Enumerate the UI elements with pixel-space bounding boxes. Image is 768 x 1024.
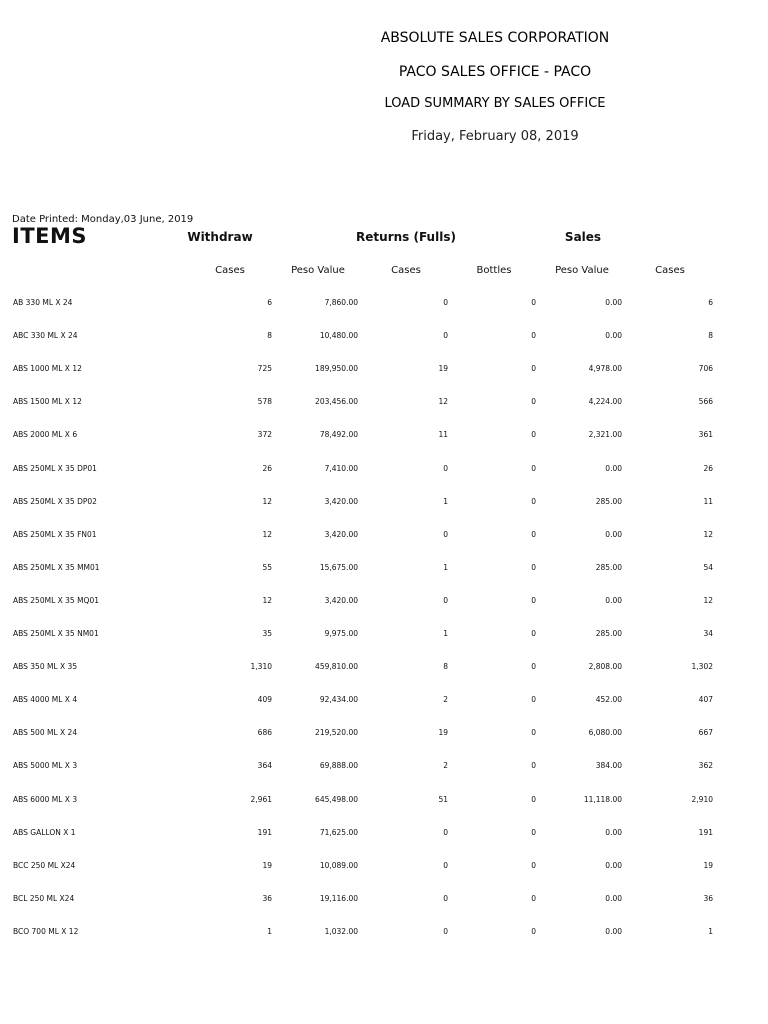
sales-peso-value: 0.00: [605, 860, 622, 870]
withdraw-cases: 8: [267, 331, 272, 341]
withdraw-cases: 2,961: [250, 794, 272, 804]
table-row: [0, 761, 768, 775]
sales-peso-value: 11,118.00: [583, 794, 622, 804]
item-name: ABS 1000 ML X 12: [13, 364, 82, 374]
sales-cases: 2,910: [691, 794, 713, 804]
sales-peso-value: 384.00: [595, 761, 622, 771]
sales-peso-value: 0.00: [605, 595, 622, 605]
withdraw-group-header: Withdraw: [187, 230, 253, 244]
item-name: BCO 700 ML X 12: [13, 926, 79, 936]
returns-cases: 2: [443, 695, 448, 705]
table-row: [0, 695, 768, 709]
table-row: [0, 629, 768, 643]
withdraw-peso-value: 15,675.00: [319, 562, 358, 572]
withdraw-peso-value: 69,888.00: [319, 761, 358, 771]
report-date: Friday, February 08, 2019: [411, 129, 579, 144]
withdraw-cases: 36: [262, 893, 272, 903]
sales-cases: 361: [698, 430, 713, 440]
returns-cases: 2: [443, 761, 448, 771]
withdraw-peso-value: 459,810.00: [315, 662, 358, 672]
sales-peso-value: 0.00: [605, 331, 622, 341]
sales-peso-value: 0.00: [605, 463, 622, 473]
sales-office-name: PACO SALES OFFICE - PACO: [398, 64, 592, 80]
withdraw-peso-value: 3,420.00: [324, 595, 358, 605]
returns-cases: 19: [438, 728, 448, 738]
withdraw-cases: 19: [262, 860, 272, 870]
returns-bottles: 0: [531, 629, 536, 638]
table-row: [0, 728, 768, 742]
returns-bottles: 0: [531, 430, 536, 440]
sales-peso-value: 4,978.00: [588, 364, 622, 374]
returns-cases: 0: [443, 331, 448, 341]
sales-cases: 36: [703, 893, 713, 903]
item-name: BCL 250 ML X24: [13, 893, 75, 903]
withdraw-cases: 409: [257, 695, 272, 705]
sales-cases: 11: [703, 496, 713, 506]
sales-cases: 12: [703, 595, 713, 605]
returns-bottles: 0: [531, 595, 536, 605]
sales-peso-value: 0.00: [605, 926, 622, 936]
returns-bottles: 0: [531, 562, 536, 572]
table-row: [0, 298, 768, 312]
returns-bottles: 0: [531, 761, 536, 771]
returns-bottles: 0: [531, 298, 536, 307]
sales-cases: 191: [698, 827, 713, 837]
returns-cases: 0: [443, 529, 448, 539]
sales-cases: 566: [698, 397, 713, 407]
date-printed: Date Printed: Monday,03 June, 2019: [12, 214, 194, 225]
item-name: BCC 250 ML X24: [13, 860, 76, 870]
withdraw-cases: 686: [257, 728, 272, 738]
item-name: ABS 250ML X 35 NM01: [13, 629, 99, 638]
item-name: ABS 250ML X 35 DP02: [13, 496, 97, 506]
table-row: [0, 927, 768, 941]
withdraw-cases: 191: [257, 827, 272, 837]
withdraw-peso-value: 71,625.00: [319, 827, 358, 837]
sales-peso-value: 0.00: [605, 893, 622, 903]
withdraw-peso-value: 1,032.00: [324, 926, 358, 936]
withdraw-cases: 364: [257, 761, 272, 771]
returns-bottles: 0: [531, 331, 536, 341]
withdraw-cases: 578: [257, 397, 272, 407]
returns-group-header: Returns (Fulls): [356, 230, 456, 244]
returns-bottles: 0: [531, 860, 536, 870]
returns-bottles: 0: [531, 926, 536, 936]
returns-cases: 0: [443, 926, 448, 936]
table-row: [0, 828, 768, 842]
sales-cases-column-header: Cases: [655, 265, 685, 276]
withdraw-peso-value: 9,975.00: [324, 629, 358, 638]
withdraw-peso-value: 10,089.00: [319, 860, 358, 870]
returns-cases: 8: [443, 662, 448, 672]
withdraw-peso-value: 7,410.00: [324, 463, 358, 473]
sales-peso-column-header: Peso Value: [555, 265, 609, 276]
table-row: [0, 464, 768, 478]
sales-peso-value: 285.00: [595, 562, 622, 572]
withdraw-peso-value: 3,420.00: [324, 529, 358, 539]
sales-peso-value: 0.00: [605, 827, 622, 837]
returns-cases: 1: [443, 496, 448, 506]
item-name: ABS 5000 ML X 3: [13, 761, 78, 771]
item-name: ABS 6000 ML X 3: [13, 794, 78, 804]
table-row: [0, 364, 768, 378]
table-row: [0, 331, 768, 345]
sales-peso-value: 0.00: [605, 298, 622, 307]
item-name: ABS 350 ML X 35: [13, 662, 78, 672]
item-name: ABS 250ML X 35 FN01: [13, 529, 97, 539]
withdraw-peso-value: 219,520.00: [315, 728, 358, 738]
returns-cases: 51: [438, 794, 448, 804]
returns-cases: 1: [443, 562, 448, 572]
withdraw-cases: 725: [257, 364, 272, 374]
sales-cases: 1: [708, 926, 713, 936]
sales-cases: 6: [708, 298, 713, 307]
table-row: [0, 795, 768, 809]
sales-cases: 706: [698, 364, 713, 374]
withdraw-peso-value: 7,860.00: [324, 298, 358, 307]
returns-cases: 11: [438, 430, 448, 440]
returns-bottles: 0: [531, 529, 536, 539]
item-name: ABS 500 ML X 24: [13, 728, 78, 738]
returns-bottles: 0: [531, 827, 536, 837]
sales-cases: 8: [708, 331, 713, 341]
returns-cases: 19: [438, 364, 448, 374]
returns-bottles: 0: [531, 695, 536, 705]
withdraw-peso-value: 78,492.00: [319, 430, 358, 440]
item-name: ABS 250ML X 35 DP01: [13, 463, 97, 473]
returns-cases: 0: [443, 860, 448, 870]
sales-peso-value: 285.00: [595, 496, 622, 506]
company-name: ABSOLUTE SALES CORPORATION: [380, 30, 610, 46]
report-title: LOAD SUMMARY BY SALES OFFICE: [384, 96, 606, 111]
returns-cases: 0: [443, 298, 448, 307]
item-name: ABS 2000 ML X 6: [13, 430, 78, 440]
withdraw-cases: 6: [267, 298, 272, 307]
returns-cases: 12: [438, 397, 448, 407]
returns-bottles-column-header: Bottles: [476, 265, 512, 276]
withdraw-cases: 55: [262, 562, 272, 572]
table-row: [0, 530, 768, 544]
returns-bottles: 0: [531, 893, 536, 903]
sales-peso-value: 2,808.00: [588, 662, 622, 672]
withdraw-peso-value: 19,116.00: [319, 893, 358, 903]
withdraw-peso-column-header: Peso Value: [291, 265, 345, 276]
item-name: ABS GALLON X 1: [13, 827, 76, 837]
table-row: [0, 497, 768, 511]
table-row: [0, 861, 768, 875]
sales-cases: 407: [698, 695, 713, 705]
returns-cases: 0: [443, 595, 448, 605]
withdraw-cases: 12: [262, 496, 272, 506]
withdraw-peso-value: 645,498.00: [315, 794, 358, 804]
item-name: ABS 250ML X 35 MQ01: [13, 595, 100, 605]
table-row: [0, 596, 768, 610]
returns-cases: 0: [443, 463, 448, 473]
sales-peso-value: 452.00: [595, 695, 622, 705]
withdraw-cases: 1: [267, 926, 272, 936]
sales-cases: 26: [703, 463, 713, 473]
withdraw-peso-value: 3,420.00: [324, 496, 358, 506]
withdraw-cases: 372: [257, 430, 272, 440]
withdraw-cases: 35: [262, 629, 272, 638]
item-name: ABS 4000 ML X 4: [13, 695, 78, 705]
table-row: [0, 563, 768, 577]
sales-cases: 1,302: [691, 662, 713, 672]
sales-peso-value: 0.00: [605, 529, 622, 539]
withdraw-cases-column-header: Cases: [215, 265, 245, 276]
sales-group-header: Sales: [564, 230, 602, 244]
returns-bottles: 0: [531, 463, 536, 473]
withdraw-peso-value: 189,950.00: [315, 364, 358, 374]
withdraw-peso-value: 10,480.00: [319, 331, 358, 341]
item-name: ABS 250ML X 35 MM01: [13, 562, 100, 572]
sales-cases: 19: [703, 860, 713, 870]
sales-cases: 34: [703, 629, 713, 638]
withdraw-peso-value: 92,434.00: [319, 695, 358, 705]
sales-peso-value: 285.00: [595, 629, 622, 638]
table-row: [0, 662, 768, 676]
items-heading: ITEMS: [12, 224, 88, 248]
sales-peso-value: 6,080.00: [588, 728, 622, 738]
returns-bottles: 0: [531, 397, 536, 407]
item-name: AB 330 ML X 24: [13, 298, 73, 307]
sales-cases: 362: [698, 761, 713, 771]
item-name: ABS 1500 ML X 12: [13, 397, 82, 407]
withdraw-cases: 12: [262, 595, 272, 605]
returns-cases: 0: [443, 893, 448, 903]
returns-bottles: 0: [531, 364, 536, 374]
sales-peso-value: 4,224.00: [588, 397, 622, 407]
withdraw-peso-value: 203,456.00: [315, 397, 358, 407]
withdraw-cases: 26: [262, 463, 272, 473]
sales-cases: 54: [703, 562, 713, 572]
withdraw-cases: 1,310: [250, 662, 272, 672]
returns-cases-column-header: Cases: [391, 265, 421, 276]
returns-cases: 1: [443, 629, 448, 638]
withdraw-cases: 12: [262, 529, 272, 539]
sales-peso-value: 2,321.00: [588, 430, 622, 440]
returns-bottles: 0: [531, 794, 536, 804]
sales-cases: 667: [698, 728, 713, 738]
returns-bottles: 0: [531, 496, 536, 506]
sales-cases: 12: [703, 529, 713, 539]
returns-bottles: 0: [531, 662, 536, 672]
table-row: [0, 397, 768, 411]
returns-cases: 0: [443, 827, 448, 837]
table-row: [0, 430, 768, 444]
item-name: ABC 330 ML X 24: [13, 331, 78, 341]
returns-bottles: 0: [531, 728, 536, 738]
table-row: [0, 894, 768, 908]
